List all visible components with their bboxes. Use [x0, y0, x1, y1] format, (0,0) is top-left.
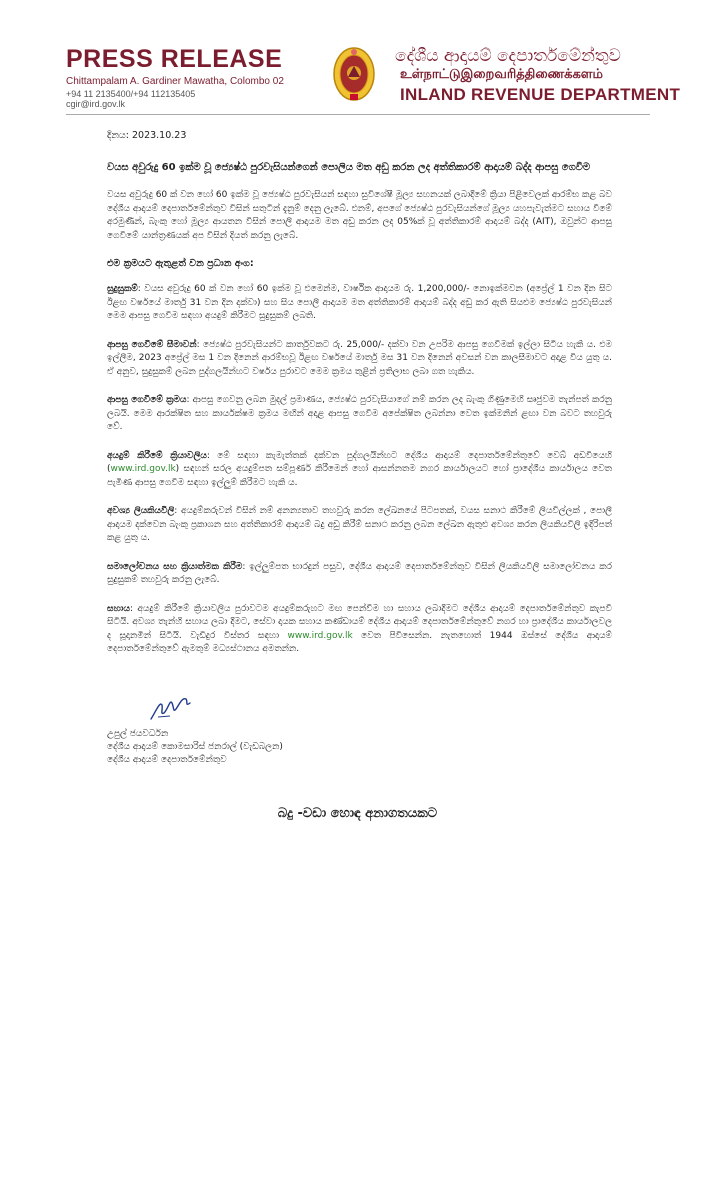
department-name-tamil: உள்நாட்டுஇறைவரித்திணைக்களம்: [400, 67, 603, 82]
item-text: : අයදුම් කිරීමේ ක්‍රියාවලිය පුරාවටම අයදුම්කරුහට මඟ පෙන්වීම හා සහාය ලබාදීමට දේශීය ආදායම් දෙපාර්තමේන්තුව කැපවී සිටියි. අවශ්‍ය තැන්හි සහාය ලබා දීමට, සේවා දායක සහාය කණ්ඩායම් දේශීය ආදායම් දෙපාර්තමේන්තුවේ නගර හා ප්‍රාදේශීය කාර්යාලවල ද සූදානමින් සිටියි. වැඩිදුර විස්තර සඳහා: [107, 603, 612, 641]
item-refund-limits: [107, 339, 612, 380]
slogan: බදු -වඩා හොඳ අනාගතයකට: [277, 806, 438, 821]
intro-paragraph: [107, 189, 612, 243]
signatory-title: දේශීය ආදායම් කොමසාරිස් ජනරාල් (වැඩබලන): [107, 742, 283, 752]
signatory-department: දේශීය ආදායම් දෙපාර්තමේන්තුව: [107, 755, 227, 765]
department-name-english: INLAND REVENUE DEPARTMENT: [400, 85, 681, 104]
signatory-block: [107, 728, 283, 767]
item-label: ආපසු ගෙවීමේ සීමාවන්: [107, 339, 197, 350]
signatory-name: උපුල් ජයවර්ධන: [107, 729, 169, 739]
item-label: සහාය: [107, 603, 130, 614]
item-required-documents: [107, 505, 612, 546]
item-application-process: [107, 450, 612, 491]
press-release-title: PRESS RELEASE: [66, 45, 283, 73]
item-text: : වයස අවුරුදු 60 ක් වන හෝ 60 ඉක්ම වූ එමෙන්ම, වාර්ෂික ආදායම රු. 1,200,000/- නොඉක්මවන (අප්‍රේල් 1 වන දින සිට ඊළඟ වර්ෂයේ මාර්තු 31 වන දින දක්වා) සහ සිය පොලී ආදායම මත අත්තිකාරම් ආදායම් බද්ද අඩු කර ඇති සියළුම ජ්‍යෙෂ්ඨ පුරවැසියන් මෙම ආපසු ගෙවීම සඳහා අයදුම් කිරීමට සුදුසුකම් ලබති.: [107, 284, 612, 321]
email-line: cgir@ird.gov.lk: [66, 99, 125, 109]
document-title: වයස අවුරුදු 60 ඉක්ම වූ ජ්‍යෙෂ්ඨ පුරවැසියන්ගෙන් පොලිය මත අඩු කරන ලද අත්තිකාරම් ආදායම් බද්ද ආපසු ගෙවීම: [107, 162, 591, 173]
item-text: : ජ්‍යෙෂ්ඨ පුරවැසියන්ට කාර්තුවකට රු. 25,000/- දක්වා වන උපරිම ආපසු ගෙවීමක් ඉල්ලා සිටිය හැකි ය. එම ඉල්ලීම, 2023 අප්‍රේල් මස 1 වන දිනෙන් ආරම්භවූ ඊළඟ වර්ෂයේ මාර්තු මස 31 වන දිනෙන් අවසන් වන කාලසීමාවට අදාළ විය යුතු ය. ඒ අනුව, සුදුසුකම් ලබන පුද්ගලයින්හට වර්ෂය පුරාවට මෙම ක්‍රමය තුළින් ප්‍රතිලාභ ලබා ගත හැකිය.: [107, 339, 612, 377]
item-text: : ආපසු ගෙවනු ලබන මුදල් ප්‍රමාණය, ජ්‍යෙෂ්ඨ පුරවැසියාගේ නම් කරන ලද බැංකු ගිණුමෙහි සෘජුවම තැන්පත් කරනු ලබයි. මෙම ආරක්ෂිත සහ කාර්යක්ෂම ක්‍රමය මඟින් අදාළ ආපසු ගෙවීම අපේක්ෂිත ලබන්නා වෙත ඉක්මනින් ළඟා වන බවට තහවුරු වේ.: [107, 395, 612, 432]
document-date: දිනය: 2023.10.23: [107, 130, 187, 141]
department-name-sinhala: දේශීය ආදායම් දෙපාර්තමේන්තුව: [395, 46, 621, 66]
handwritten-signature-icon: [148, 693, 193, 725]
item-label: සමාලෝචනය සහ ක්‍රියාත්මක කිරීම: [107, 561, 243, 572]
header-divider: [66, 114, 650, 115]
address-line: Chittampalam A. Gardiner Mawatha, Colombo 02: [66, 76, 284, 87]
item-text: : අයදුම්කරුවන් විසින් නම් අනන්‍යතාව තහවුරු කරන ලේඛනයේ පිටපතක්, වයස සනාථ කිරීමේ ලියවිල්ලක් , පොලී ආදායම දක්වෙන බැංකු ප්‍රකාශන සහ අත්තිකාරම් ආදායම් බදු අඩු කිරීම් සනාථ කරනු ලබන ලේඛන ඇතුළු අවශ්‍ය කරන ලියකියවිලි ඉදිරිපත් කළ යුතු ය.: [107, 506, 612, 543]
item-text: : ඉල්ලුම්පත භාරදුන් පසුව, දේශීය ආදායම් දෙපාර්තමේන්තුව විසින් ලියකියවිලි සමාලෝචනය කර සුදුසුකම් තහවුරු කරනු ලැබේ.: [107, 561, 612, 585]
item-label: සුදුසුකම්: [107, 284, 138, 294]
item-eligibility: [107, 283, 612, 324]
item-refund-method: [107, 394, 612, 435]
item-text: : මේ සඳහා කැමැත්තක් දක්වන පුද්ගලයින්හට දේශීය ආදායම් දෙපාර්තමේන්තුවේ වෙබ් අඩවියෙහි (: [107, 450, 612, 474]
sri-lanka-emblem-icon: [330, 44, 378, 104]
item-review: [107, 561, 612, 588]
item-text: ) සඳහන් සරල අයදුම්පත සම්පූර්ණ කිරීමෙන් හෝ ආසන්නතම නගර කාර්යාලයට හෝ ප්‍රාදේශීය කාර්යාලය වෙත පැමිණ ආපසු ගෙවීම සඳහා ඉල්ලුම් කිරීමට හැකි ය.: [107, 464, 612, 488]
item-label: ආපසු ගෙවීමේ ක්‍රමය: [107, 395, 187, 405]
letterhead: [0, 0, 715, 110]
item-label: අයදුම් කිරීමේ ක්‍රියාවලිය: [107, 450, 207, 461]
intro-text: වයස අවුරුදු 60 ක් වන හෝ 60 ඉක්ම වූ ජ්‍යෙෂ්ඨ පුරවැසියන් සඳහා සුවිශේෂී මූල්‍ය සහනයක් ලබාදීමේ ක්‍රියා පිළිවෙලක් ආරම්භ කළ බව දේශීය ආදායම් දෙපාර්තමේන්තුව විසින් සතුටින් දැනුම් දෙනු ලැබේ. එනම්, අපගේ ජ්‍යෙෂ්ඨ පුරවැසියන්ගේ මූල්‍ය යහපැවැත්මට සහාය වීමේ අරමුණින්, බැංකු හෝ මූල්‍ය ආයතන විසින් පොලී ආදායම මත අඩු කරන ලද 05%ක් වූ අත්තිකාරම් ආදායම් බද්ද (AIT), ඔවුන්ට ආපසු ගෙවීමේ යාන්ත්‍රණයක් අප විසින් දියත් කරනු ලැබේ.: [107, 190, 613, 241]
section-heading: එම ක්‍රමයට ඇතුළත් වන ප්‍රධාන අංග:: [107, 258, 254, 269]
item-support: [107, 603, 612, 657]
ird-website-link[interactable]: www.ird.gov.lk: [287, 630, 353, 641]
item-text: වෙත පිවිසෙන්න. නැතහොත් 1944 ඔස්සේ දේශීය ආදායම් දෙපාර්තමේන්තුවේ ඇමතුම් මධ්‍යස්ථානය අමතන්න.: [107, 630, 612, 654]
item-label: අවශ්‍ය ලියකියවිලි: [107, 506, 175, 516]
phone-line: +94 11 2135400/+94 112135405: [66, 89, 196, 99]
ird-website-link[interactable]: www.ird.gov.lk: [110, 464, 176, 474]
document-body: [107, 130, 612, 672]
